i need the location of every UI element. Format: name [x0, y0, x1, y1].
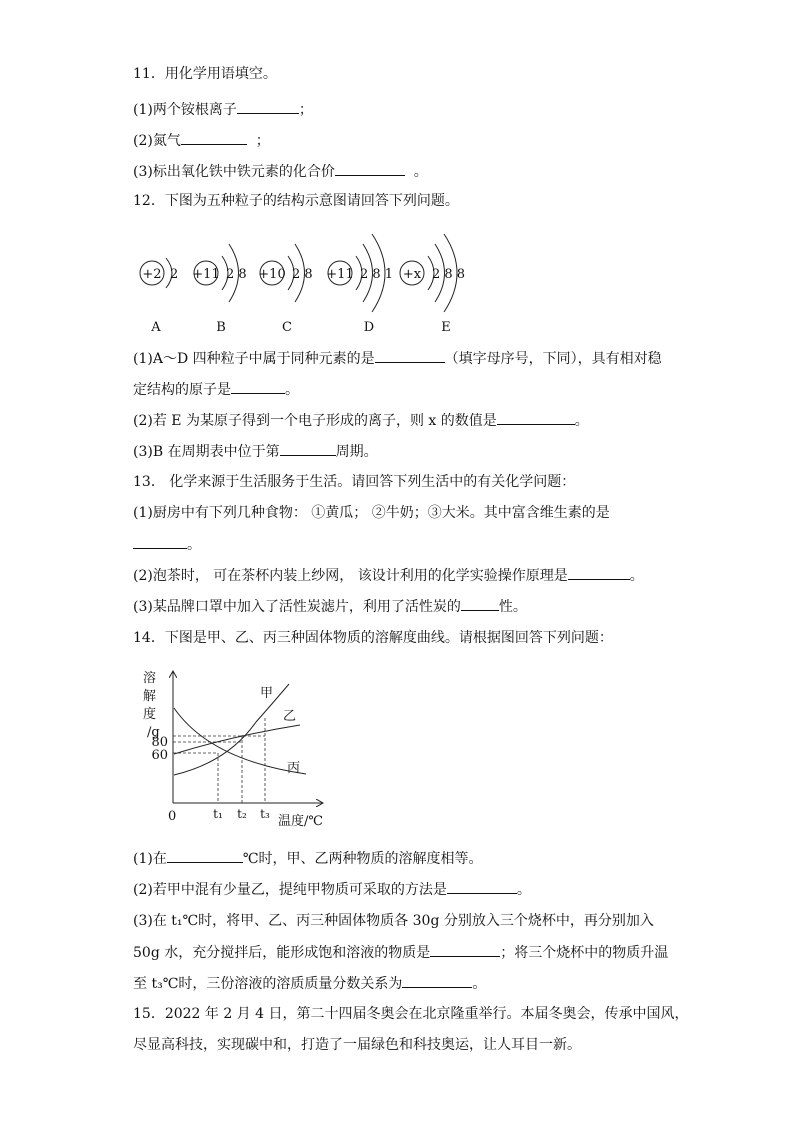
q12-part1-line1 [133, 348, 662, 369]
q14-p1-text: (1)在 [133, 851, 167, 867]
q14-part1 [133, 848, 483, 869]
q14-part3-line3 [133, 973, 486, 994]
q12-p1-end: 。 [285, 382, 299, 398]
q13-part2 [133, 565, 644, 586]
q14-p3-text4: 至 t₃℃时，三份溶液的溶质质量分数关系为 [133, 976, 403, 992]
xtick-t3: t₃ [260, 807, 270, 821]
x-axis-label: 温度/℃ [278, 814, 323, 829]
answer-blank[interactable] [231, 379, 285, 394]
q12-p3-text: (3)B 在周期表中位于第 [133, 444, 280, 460]
q14-p3-text2: 50g 水，充分搅拌后，能形成饱和溶液的物质是 [133, 945, 431, 961]
answer-blank[interactable] [167, 848, 243, 863]
q11-p3-text: (3)标出氧化铁中铁元素的化合价 [133, 164, 335, 180]
answer-blank[interactable] [497, 410, 575, 425]
q12-p2-end: 。 [574, 413, 589, 429]
nucleus-label-a: +2 [142, 267, 162, 282]
q14-p2-end: 。 [516, 882, 531, 898]
y-label-char-2: 解 [143, 689, 157, 704]
electron-label-b: 2 8 [226, 267, 247, 282]
q13-p3-text: (3)某品牌口罩中加入了活性炭滤片，利用了活性炭的 [133, 599, 461, 615]
nucleus-label-e: +x [402, 267, 422, 282]
q11-part3 [133, 161, 428, 182]
q14-part2 [133, 879, 531, 900]
nucleus-label-b: +11 [192, 267, 220, 282]
answer-blank[interactable] [280, 441, 336, 456]
xtick-t2: t₂ [237, 807, 247, 821]
ytick-80: 80 [151, 735, 168, 750]
nucleus-label-d: +11 [326, 267, 354, 282]
q13-p3-end: 性。 [498, 599, 527, 615]
q13-p2-text: (2)泡茶时， 可在茶杯内装上纱网， 该设计利用的化学实验操作原理是 [133, 568, 568, 584]
q11-p2-text: (2)氮气 [133, 133, 181, 149]
q12-p1-text: (1)A～D 四种粒子中属于同种元素的是 [133, 351, 375, 367]
q14-part3-line1: (3)在 t₁℃时，将甲、乙、丙三种固体物质各 30g 分别放入三个烧杯中，再分别加入 [133, 913, 654, 929]
particle-label-e: E [441, 320, 451, 335]
q12-part2 [133, 410, 589, 431]
particle-label-a: A [151, 320, 161, 335]
q13-title: 13． 化学来源于生活服务于生活。请回答下列生活中的有关化学问题： [133, 474, 576, 490]
nucleus-label-c: +10 [258, 267, 286, 282]
q14-p2-text: (2)若甲中混有少量乙，提纯甲物质可采取的方法是 [133, 882, 447, 898]
q11-p3-end: 。 [413, 164, 428, 180]
q12-p1-text2: （填字母序号，下同），具有相对稳 [444, 351, 662, 367]
electron-label-d: 2 8 1 [360, 267, 394, 282]
answer-blank[interactable] [181, 130, 247, 145]
origin-label: 0 [168, 809, 177, 824]
electron-label-e: 2 8 8 [432, 267, 466, 282]
answer-blank[interactable] [447, 879, 517, 894]
answer-blank[interactable] [402, 973, 472, 988]
q13-part1-line2 [133, 534, 201, 555]
q11-p1-end: ； [298, 102, 313, 118]
q14-part3-line2 [133, 942, 668, 963]
q12-p1-text3: 定结构的原子是 [133, 382, 231, 398]
particle-label-c: C [282, 320, 292, 335]
q15-line2: 尽显高科技，实现碳中和，打造了一届绿色和科技奥运，让人耳目一新。 [133, 1037, 581, 1053]
y-label-char-3: 度 [143, 707, 157, 722]
q11-part1 [133, 99, 313, 120]
ytick-60: 60 [151, 748, 168, 763]
q12-title: 12．下图为五种粒子的结构示意图请回答下列问题。 [133, 193, 459, 209]
y-unit: /g [147, 725, 160, 740]
q14-p3-end: 。 [472, 976, 487, 992]
q14-title: 14．下图是甲、乙、丙三种固体物质的溶解度曲线。请根据图回答下列问题： [133, 630, 613, 646]
answer-blank[interactable] [133, 534, 187, 549]
xtick-t1: t₁ [213, 807, 223, 821]
q12-part1-line2 [133, 379, 299, 400]
y-label-char-1: 溶 [143, 671, 157, 686]
q11-p1-text: (1)两个铵根离子 [133, 102, 237, 118]
particle-label-b: B [216, 320, 226, 335]
q11-part2 [133, 130, 270, 151]
q13-part1-line1: (1)厨房中有下列几种食物： ①黄瓜； ②牛奶；③大米。其中富含维生素的是 [133, 505, 610, 521]
q14-p1-text2: ℃时，甲、乙两种物质的溶解度相等。 [242, 851, 483, 867]
q13-p1-end: 。 [187, 537, 201, 553]
solubility-chart [0, 660, 794, 830]
electron-label-c: 2 8 [292, 267, 313, 282]
series-label-yi: 乙 [283, 709, 297, 724]
q13-part3 [133, 596, 527, 617]
answer-blank[interactable] [237, 99, 299, 114]
particle-label-d: D [363, 320, 375, 335]
series-label-bing: 丙 [287, 761, 301, 776]
answer-blank[interactable] [461, 596, 499, 611]
answer-blank[interactable] [430, 942, 500, 957]
q12-p2-text: (2)若 E 为某原子得到一个电子形成的离子，则 x 的数值是 [133, 413, 497, 429]
atomic-structure-diagrams [0, 220, 794, 340]
q11-p2-end: ； [255, 133, 270, 149]
electron-label-a: 2 [170, 267, 179, 282]
q11-title: 11．用化学用语填空。 [133, 66, 277, 82]
answer-blank[interactable] [568, 565, 630, 580]
q14-p3-text3: ；将三个烧杯中的物质升温 [500, 945, 669, 961]
answer-blank[interactable] [335, 161, 405, 176]
series-label-jia: 甲 [260, 686, 274, 701]
q12-p3-end: 周期。 [335, 444, 378, 460]
q12-part3 [133, 441, 378, 462]
answer-blank[interactable] [375, 348, 445, 363]
q15-line1: 15．2022 年 2 月 4 日，第二十四届冬奥会在北京隆重举行。本届冬奥会，传承中国风， [133, 1006, 689, 1022]
q13-p2-end: 。 [629, 568, 644, 584]
